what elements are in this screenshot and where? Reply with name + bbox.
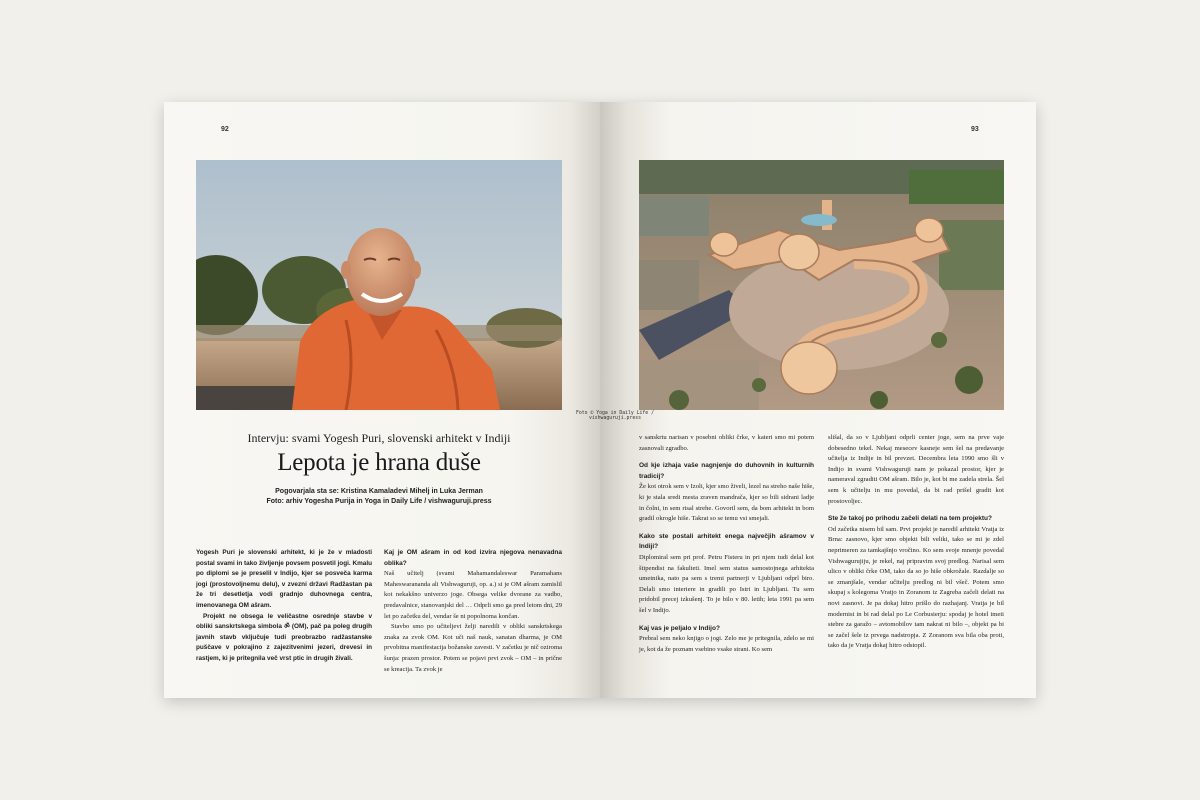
question: Ste že takoj po prihodu začeli delati na tem projektu? — [828, 515, 992, 523]
ashram-aerial-photo — [639, 160, 1004, 410]
answer-paragraph: Naš učitelj (svami Mahamandaleswar Paramahans Maheswarananda ali Vishwaguruji, op. a.) si je OM ašram zamislil kot nekakšno univerzo joge. Obsega velike dvorane za vadbo, predavalnice, stanovanjski del … Odprli smo ga pred letom dni, 29 let po začetku del, vendar še ni popolnoma končan. — [384, 570, 562, 620]
ashram-illustration — [639, 160, 1004, 410]
text-column-4 — [828, 433, 1004, 652]
question: Kako ste postali arhitekt enega največjih ašramov v Indiji? — [639, 532, 814, 551]
lead-column — [196, 548, 372, 665]
article-kicker: Intervju: svami Yogesh Puri, slovenski arhitekt v Indiji — [247, 431, 511, 445]
portrait-photo — [196, 160, 562, 410]
answer-paragraph: Diplomiral sem pri prof. Petru Fisteru in pri njem tudi delal kot štipendist na fakulteti. Imel sem status samostojnega arhitekta umetnika, nato pa sem s tremi partnerji v Ljubljani odprl biro. Delali smo interiere in gradili po Istri in Ljubljani. Tu sem pridobil precej izkušenj. To je bilo v 80. letih; leta 1991 pa sem šel v Indijo. — [639, 553, 814, 614]
answer-paragraph: Prebral sem neko knjigo o jogi. Zelo me je pritegnila, zdelo se mi je, kot da že poznam vsebino vsake strani. Ko sem — [639, 635, 814, 653]
answer-paragraph: Od začetka nisem bil sam. Prvi projekt je naredil arhitekt Vratja iz Brna: zasnovo, kjer smo objekti bili veliki, tako se mi je zdel neprimeren za tamkajšnjo vročino. Ko sem svoje mnenje povedal Vishwagurujiju, je rekel, naj pripravim svoj predlog. Narisal sem ulico v obliki črke OM, tako da so jo hiše obkrožale. Razdalje so se zmanjšale, vendar učitelju predlog ni bil všeč. Potem smo skupaj s kolegoma Vratjo in Zoranom iz Zagreba začeli delati na novi zasnovi. Je pa dokaj hitro prišlo do razhajanj. Vratja je bil modernist in bi rad delal po Le Corbusierju: spodaj je hotel imeti stebre za garažo – avtomobilov tam nakrat ni bilo –, objekt pa bi se začel šele iz prvega nadstropja. Z Zoranom sva bila oba proti, tako da je Vratja dokaj hitro odstopil. — [828, 525, 1004, 650]
question: Kaj je OM ašram in od kod izvira njegova nenavadna oblika? — [384, 549, 562, 567]
answer-paragraph: Že kot otrok sem v Izoli, kjer smo živeli, lezel na streho naše hiše, ki je stala sredi mesta zraven mandrača, kjer so bili sidrani ladje in čolni, in sem risal strehe. Govoril sem, da bom arhitekt in bom gradil okrogle hiše. Takrat so se temu vsi smejali. — [639, 483, 814, 523]
answer-paragraph: Stavbo smo po učiteljevi želji naredili v obliki sanskrtskega znaka za zvok OM. Kot uči naš nauk, sanatan dharma, je OM prvobitna manifestacija božanske zavesti. V začetku je nič oziroma šunja: prazen prostor. Potem se pojavi prvi zvok – OM – in prične se kreacija. Ta zvok je — [384, 623, 562, 673]
answer-paragraph: v sanskrtu narisan v posebni obliki črke, v kateri smo mi potem zasnovali zgradbo. — [639, 434, 814, 452]
byline-authors: Pogovarjala sta se: Kristina Kamaladevi Mihelj in Luka Jerman — [275, 488, 483, 495]
portrait-illustration — [196, 160, 562, 410]
answer-paragraph: slišal, da so v Ljubljani odprli center joge, sem na prve vaje dobesedno tekel. Nekaj mesecev kasneje sem šel na predavanje učitelja iz Indije in bil prevzet. Decembra leta 1990 smo šli v Indijo in svami Vishwaguruji nam je pokazal prostor, kjer je nameraval zgraditi OM ašram. Bilo je, kot bi me zadela strela. Šel sem k učitelju in mu povedal, da bi rad prišel gradit kot prostovoljec. — [828, 434, 1004, 505]
text-column-3 — [639, 433, 814, 655]
text-column-2 — [384, 548, 562, 675]
lead-paragraph: Projekt ne obsega le veličastne osrednje stavbe v obliki sanskrtskega simbola ॐ (OM), pač pa poleg drugih javnih stavb vključuje tudi preobrazbo radžastanske puščave v pokrajino z zajezitvenimi jezeri, drevesi in rastjem, ki je pritegnila več vrst ptic in drugih živali. — [196, 612, 372, 662]
article-headline: Lepota je hrana duše — [277, 449, 481, 476]
right-page-number: 93 — [971, 126, 979, 133]
byline — [196, 487, 562, 507]
left-page-number: 92 — [221, 126, 229, 133]
question: Kaj vas je peljalo v Indijo? — [639, 624, 720, 632]
photo-credit: Foto © Yoga in Daily Life / vishwaguruji.press — [576, 411, 654, 421]
byline-photo: Foto: arhiv Yogesha Purija in Yoga in Daily Life / vishwaguruji.press — [266, 498, 492, 505]
lead-paragraph: Yogesh Puri je slovenski arhitekt, ki je že v mladosti postal svami in tako življenje povsem posvetil jogi. Kmalu po diplomi se je preselil v Indijo, kjer se posveča karma jogi (prostovoljnemu delu), v zvezni državi Radžastan pa že tri desetletja vodi gradnjo duhovnega centra, imenovanega OM ašram. — [196, 549, 372, 609]
question: Od kje izhaja vaše nagnjenje do duhovnih in kulturnih tradicij? — [639, 462, 814, 480]
